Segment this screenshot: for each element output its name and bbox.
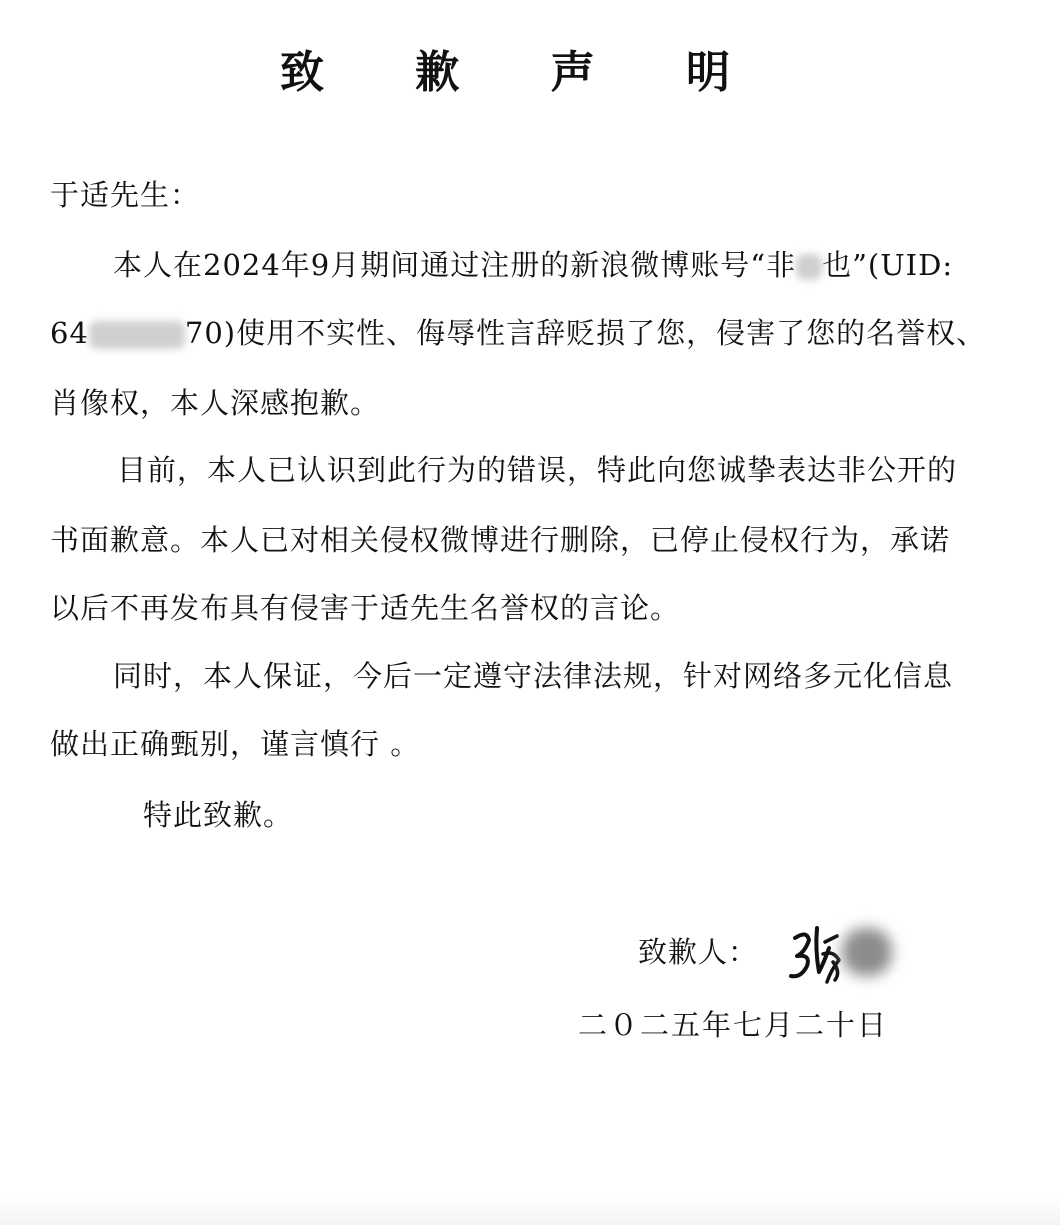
paragraph-1-line-1-text-b: 也”(UID: (822, 248, 954, 282)
paragraph-2-line-2: 书面歉意。本人已对相关侵权微博进行删除，已停止侵权行为，承诺 (50, 523, 951, 557)
paragraph-1-line-2-text-a: 64 (50, 316, 89, 350)
date-line: 二０二五年七月二十日 (578, 1008, 889, 1042)
paragraph-3-line-2: 做出正确甄别，谨言慎行 。 (50, 727, 421, 761)
paragraph-1-line-2 (50, 313, 986, 353)
document-title: 致 歉 声 明 (280, 47, 768, 98)
paragraph-1-line-1-text-a: 本人在2024年9月期间通过注册的新浪微博账号“非 (113, 248, 797, 282)
paragraph-2-line-3: 以后不再发布具有侵害于适先生名誉权的言论。 (50, 591, 681, 625)
salutation: 于适先生： (50, 178, 201, 212)
paragraph-2-line-1: 目前，本人已认识到此行为的错误，特此向您诚挚表达非公开的 (117, 453, 958, 487)
redacted-signature-part (842, 928, 892, 976)
redacted-account-char (796, 254, 822, 280)
paragraph-1-line-2-text-b: 70)使用不实性、侮辱性言辞贬损了您，侵害了您的名誉权、 (184, 316, 987, 350)
signer-label: 致歉人： (638, 935, 759, 969)
paragraph-1-line-3: 肖像权，本人深感抱歉。 (50, 386, 381, 420)
closing-line: 特此致歉。 (143, 798, 294, 832)
paragraph-3-line-1: 同时，本人保证，今后一定遵守法律法规，针对网络多元化信息 (113, 659, 954, 693)
page-bottom-shadow (0, 1195, 1060, 1225)
redacted-uid-digits (89, 321, 185, 349)
paragraph-1-line-1 (113, 245, 953, 285)
